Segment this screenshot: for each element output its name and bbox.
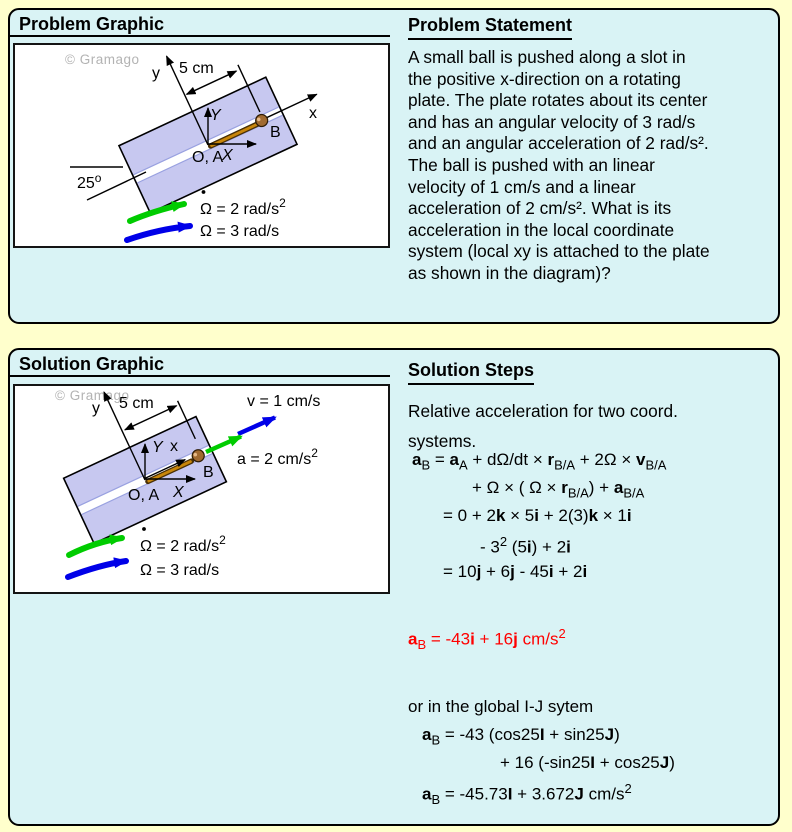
solution-diagram-box	[13, 384, 390, 594]
omega-dot	[202, 190, 206, 194]
problem-diagram-box	[13, 43, 390, 248]
problem-statement-title: Problem Statement	[408, 15, 572, 40]
result-line: $a_B = -43i + 16j$ $cm/s^2$	[408, 626, 566, 653]
problem-statement-column	[408, 10, 784, 322]
solution-steps-title: Solution Steps	[408, 360, 534, 385]
global-equation-line-3: $a_B = -45.73I + 3.672J$ $cm/s^2$	[422, 781, 632, 808]
Y-global-label: Y	[152, 439, 163, 456]
solution-intro-text: Relative acceleration for two coord. systems.	[408, 401, 678, 451]
problem-graphic-title: Problem Graphic	[10, 10, 390, 37]
solution-graphic-title: Solution Graphic	[10, 350, 390, 377]
solution-panel	[8, 348, 780, 826]
equation-line-5: = 10j + 6j - 45i + 2i	[443, 562, 588, 581]
dimension-label: 5 cm	[179, 60, 214, 77]
x-local-label: x	[309, 105, 317, 122]
omega-curved-arrow	[68, 561, 126, 577]
solution-diagram	[15, 386, 388, 592]
acceleration-arrow	[206, 437, 241, 453]
x-local-label: x	[170, 438, 178, 455]
X-global-label: X	[222, 147, 233, 164]
problem-panel	[8, 8, 780, 324]
origin-label: O, A	[192, 149, 224, 166]
omega-label: Ω = 3 rad/s	[200, 223, 280, 240]
angle-label: 25$^o$	[77, 171, 102, 192]
watermark: © Gramago	[65, 52, 140, 67]
omega-dot	[142, 527, 146, 531]
alpha-label: Ω = 2 rad/$s^2$	[140, 533, 226, 555]
ball-label: B	[203, 464, 214, 481]
global-equation-line-2: + 16 (-sin25I + cos25J)	[500, 753, 675, 772]
equation-line-2: + Ω × ( $\Omega \times r_{B/A}) + a_{B/A}$	[472, 478, 645, 501]
origin-label: O, A	[128, 487, 160, 504]
global-equation-line-1: $a_B = -43$ (cos25I + sin25J)	[422, 725, 620, 748]
alpha-label: Ω = 2 rad/$s^2$	[200, 196, 286, 218]
watermark: © Gramago	[55, 388, 130, 403]
equation-line-1: $a_B = a_A + d\Omega/dt \times r_{B/A} + 2\Omega \times v_{B/A}$	[412, 450, 667, 473]
X-global-label: X	[173, 484, 184, 501]
ball-label: B	[270, 124, 281, 141]
omega-label: Ω = 3 rad/s	[140, 562, 220, 579]
dimension-label: 5 cm	[119, 395, 154, 412]
acceleration-label: a = 2 $cm/s^2$	[237, 446, 318, 468]
y-local-label: y	[92, 400, 100, 417]
Y-global-label: Y	[210, 107, 221, 124]
omega-curved-arrow	[127, 226, 190, 240]
equation-line-3: = 0 + 2k × 5i + 2(3)k × 1i	[443, 506, 632, 525]
problem-statement-text: A small ball is pushed along a slot in the positive x-direction on a rotating plate. The plate rotates about its center and has an angular velocity of 3 rad/s and an angular acceleration of 2 rad/s². The ball is pushed with an linear velocity of 1 cm/s and a linear acceleration of 2 cm/s². What is its acceleration in the local coordinate system (local xy is attached to the plate as shown in the diagram)?	[408, 47, 710, 283]
solution-steps-column	[408, 350, 784, 824]
y-local-label: y	[152, 65, 160, 82]
equation-line-4: - $3^2$ (5i) + 2i	[480, 534, 571, 557]
problem-diagram	[15, 45, 388, 246]
global-system-intro: or in the global I-J sytem	[408, 697, 594, 716]
velocity-arrow	[238, 418, 275, 435]
velocity-label: v = 1 cm/s	[247, 393, 321, 410]
